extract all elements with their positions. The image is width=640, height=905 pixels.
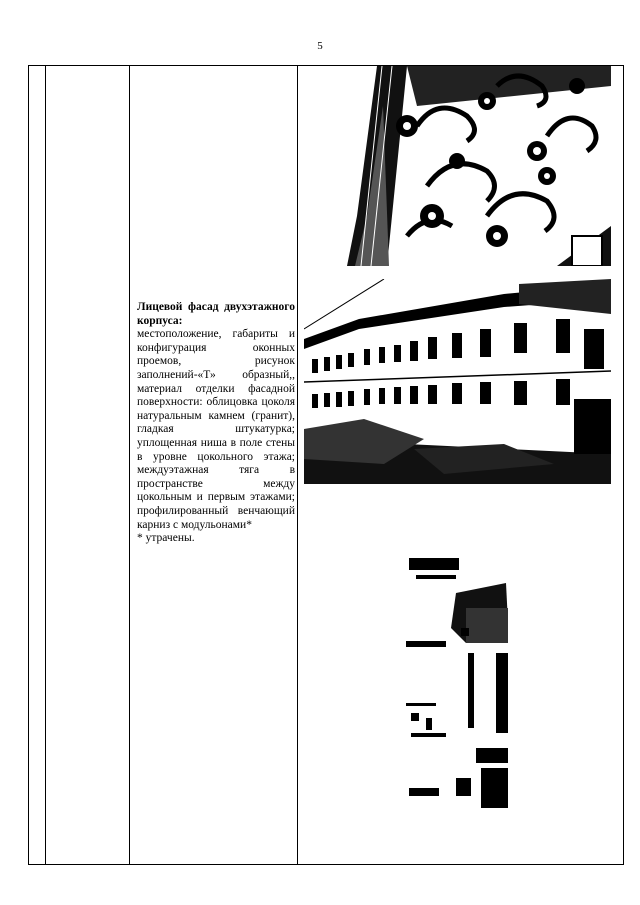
description-note: * утрачены. bbox=[137, 532, 195, 545]
building-facade-photo bbox=[304, 279, 611, 484]
description-body: местоположение, габариты и конфигурация оконных проемов, рисунок заполнений-«Т» образный,, материал отделки фасадной поверхности: облицовка цоколя натуральным камнем (гранит), гладкая штукатурка; уплощенная ниша в поле стены в уровне цокольного этажа; междуэтажная тяга в пространстве между цокольным и первым этажами; профилированный венчающий карниз с модульонами* bbox=[137, 328, 295, 531]
facade-fragment-photo bbox=[406, 553, 508, 808]
cornice-modillions-image bbox=[347, 66, 611, 266]
column-divider-2 bbox=[129, 66, 130, 864]
column-divider-3 bbox=[297, 66, 298, 864]
description-cell bbox=[137, 301, 295, 546]
building-facade-image bbox=[304, 279, 611, 484]
facade-table bbox=[28, 65, 624, 865]
page-number: 5 bbox=[317, 40, 323, 52]
cornice-modillions-photo bbox=[347, 66, 611, 266]
column-divider-1 bbox=[45, 66, 46, 864]
description-heading: Лицевой фасад двухэтажного корпуса: bbox=[137, 301, 295, 327]
facade-fragment-image bbox=[406, 553, 508, 808]
